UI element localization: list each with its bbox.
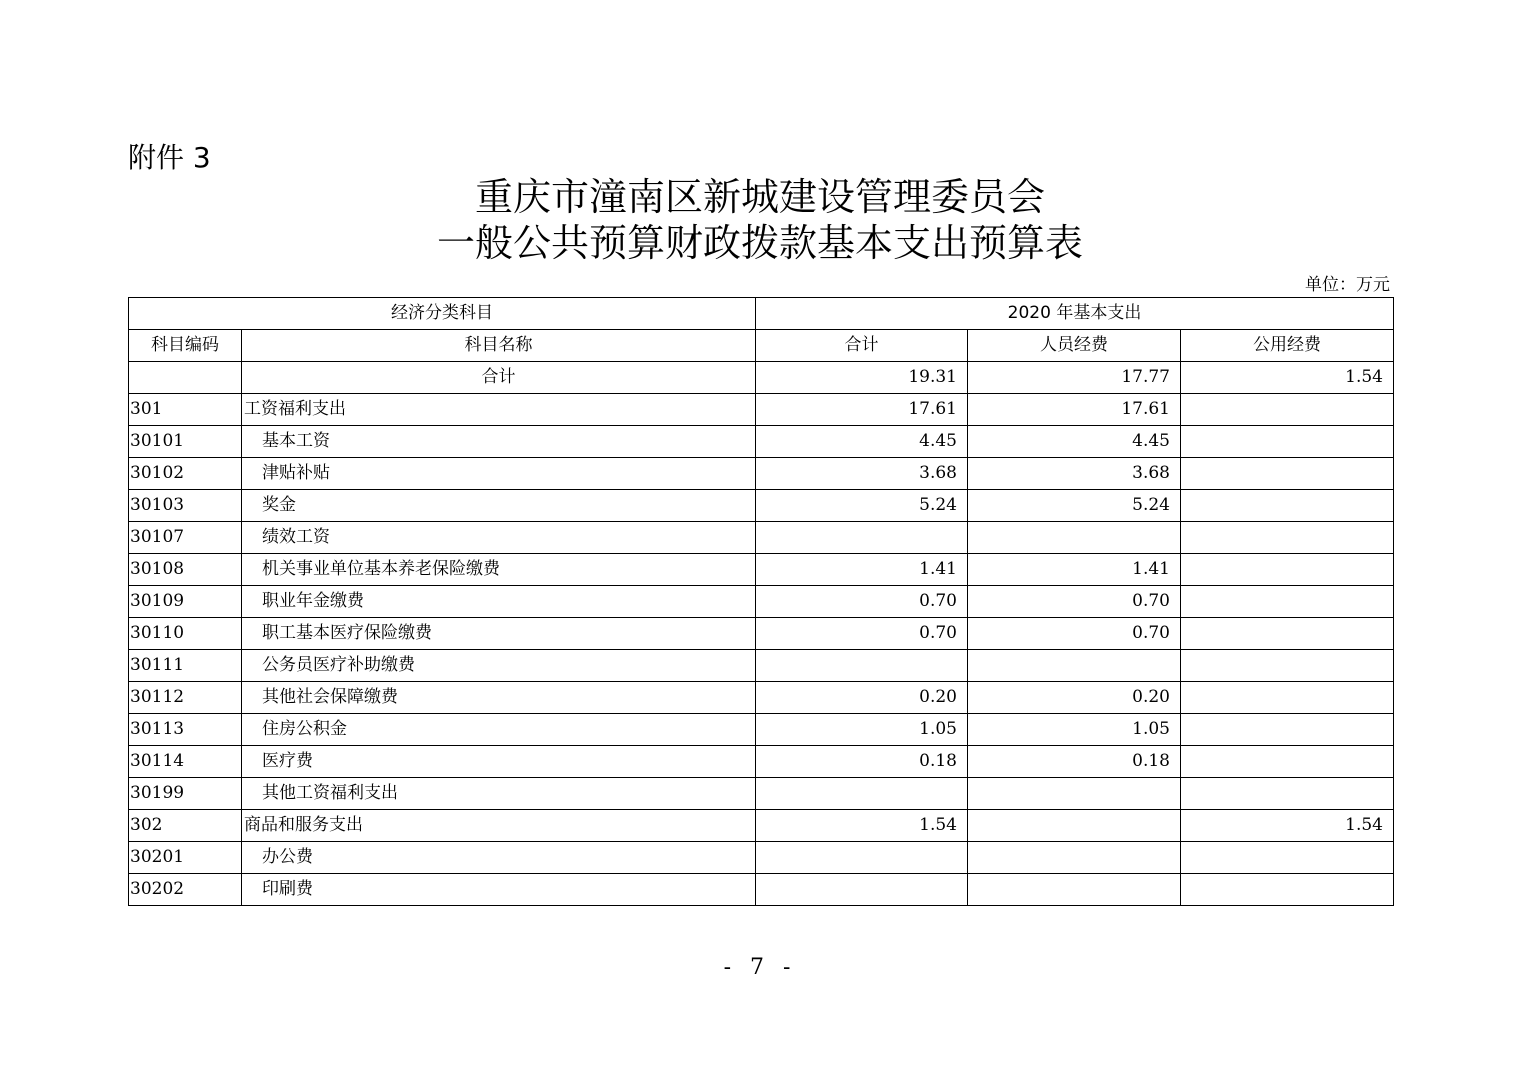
- row-public: [1181, 682, 1394, 714]
- row-personnel: [968, 522, 1181, 554]
- row-personnel: 0.18: [968, 746, 1181, 778]
- table-row: [129, 458, 1394, 490]
- budget-table: [128, 297, 1394, 906]
- row-name: 基本工资: [242, 426, 756, 458]
- row-name: 其他工资福利支出: [242, 778, 756, 810]
- row-code: 30110: [129, 618, 242, 650]
- row-public: [1181, 586, 1394, 618]
- row-total: [756, 874, 968, 906]
- row-total: 17.61: [756, 394, 968, 426]
- table-row: [129, 586, 1394, 618]
- row-total: 0.70: [756, 618, 968, 650]
- row-personnel: 1.05: [968, 714, 1181, 746]
- document-title-line2: 一般公共预算财政拨款基本支出预算表: [436, 221, 1083, 265]
- total-row-total: 19.31: [756, 362, 968, 394]
- row-code: 30101: [129, 426, 242, 458]
- row-public: [1181, 650, 1394, 682]
- row-public: [1181, 874, 1394, 906]
- document-title-line1: 重庆市潼南区新城建设管理委员会: [474, 175, 1045, 219]
- table-row: [129, 394, 1394, 426]
- table-row: [129, 426, 1394, 458]
- table-row: [129, 650, 1394, 682]
- table-row: [129, 682, 1394, 714]
- row-code: 30102: [129, 458, 242, 490]
- table-row: [129, 778, 1394, 810]
- row-public: [1181, 746, 1394, 778]
- row-total: [756, 842, 968, 874]
- row-total: 0.18: [756, 746, 968, 778]
- page-number: - 7 -: [723, 955, 797, 980]
- column-header-total: 合计: [756, 330, 968, 362]
- row-personnel: 3.68: [968, 458, 1181, 490]
- row-total: 1.54: [756, 810, 968, 842]
- row-public: [1181, 714, 1394, 746]
- row-code: 30114: [129, 746, 242, 778]
- row-personnel: 0.70: [968, 586, 1181, 618]
- row-name: 津贴补贴: [242, 458, 756, 490]
- row-name: 住房公积金: [242, 714, 756, 746]
- table-row: [129, 618, 1394, 650]
- row-public: [1181, 394, 1394, 426]
- row-public: [1181, 778, 1394, 810]
- row-code: 30111: [129, 650, 242, 682]
- row-code: 30112: [129, 682, 242, 714]
- group-header-2020-basic-expenditure: 2020 年基本支出: [756, 298, 1394, 330]
- table-row: [129, 746, 1394, 778]
- row-personnel: 17.61: [968, 394, 1181, 426]
- row-total: 0.20: [756, 682, 968, 714]
- row-name: 商品和服务支出: [242, 810, 756, 842]
- row-public: [1181, 490, 1394, 522]
- row-name: 印刷费: [242, 874, 756, 906]
- table-row: [129, 810, 1394, 842]
- row-total: [756, 522, 968, 554]
- row-code: 30199: [129, 778, 242, 810]
- row-code: 30103: [129, 490, 242, 522]
- row-name: 其他社会保障缴费: [242, 682, 756, 714]
- total-row-code: [129, 362, 242, 394]
- row-total: [756, 650, 968, 682]
- table-row: [129, 522, 1394, 554]
- row-personnel: [968, 778, 1181, 810]
- row-total: 3.68: [756, 458, 968, 490]
- row-total: 5.24: [756, 490, 968, 522]
- row-code: 30201: [129, 842, 242, 874]
- row-code: 30202: [129, 874, 242, 906]
- row-name: 工资福利支出: [242, 394, 756, 426]
- row-personnel: 1.41: [968, 554, 1181, 586]
- row-total: 1.41: [756, 554, 968, 586]
- row-code: 30108: [129, 554, 242, 586]
- row-public: 1.54: [1181, 810, 1394, 842]
- row-personnel: [968, 810, 1181, 842]
- attachment-label: 附件 3: [128, 141, 211, 174]
- row-code: 30109: [129, 586, 242, 618]
- row-public: [1181, 522, 1394, 554]
- total-row-personnel: 17.77: [968, 362, 1181, 394]
- total-row-public: 1.54: [1181, 362, 1394, 394]
- column-header-code: 科目编码: [129, 330, 242, 362]
- group-header-economic-classification: 经济分类科目: [129, 298, 756, 330]
- row-total: [756, 778, 968, 810]
- row-total: 4.45: [756, 426, 968, 458]
- row-name: 公务员医疗补助缴费: [242, 650, 756, 682]
- budget-table-body: [129, 298, 1394, 906]
- column-header-personnel: 人员经费: [968, 330, 1181, 362]
- column-header-public: 公用经费: [1181, 330, 1394, 362]
- row-name: 医疗费: [242, 746, 756, 778]
- row-public: [1181, 554, 1394, 586]
- unit-label: 单位：万元: [1305, 275, 1390, 295]
- column-header-row: [129, 330, 1394, 362]
- row-personnel: 4.45: [968, 426, 1181, 458]
- row-code: 30107: [129, 522, 242, 554]
- row-personnel: [968, 650, 1181, 682]
- table-row: [129, 554, 1394, 586]
- row-code: 302: [129, 810, 242, 842]
- total-row-name: 合计: [242, 362, 756, 394]
- row-public: [1181, 618, 1394, 650]
- table-row: [129, 714, 1394, 746]
- row-personnel: 5.24: [968, 490, 1181, 522]
- row-personnel: 0.20: [968, 682, 1181, 714]
- total-row: [129, 362, 1394, 394]
- group-header-row: [129, 298, 1394, 330]
- table-row: [129, 842, 1394, 874]
- row-name: 绩效工资: [242, 522, 756, 554]
- row-name: 职工基本医疗保险缴费: [242, 618, 756, 650]
- row-public: [1181, 842, 1394, 874]
- row-personnel: 0.70: [968, 618, 1181, 650]
- table-row: [129, 874, 1394, 906]
- row-code: 301: [129, 394, 242, 426]
- row-public: [1181, 426, 1394, 458]
- row-name: 机关事业单位基本养老保险缴费: [242, 554, 756, 586]
- row-name: 奖金: [242, 490, 756, 522]
- column-header-name: 科目名称: [242, 330, 756, 362]
- row-code: 30113: [129, 714, 242, 746]
- row-personnel: [968, 874, 1181, 906]
- table-row: [129, 490, 1394, 522]
- row-name: 职业年金缴费: [242, 586, 756, 618]
- row-total: 0.70: [756, 586, 968, 618]
- row-personnel: [968, 842, 1181, 874]
- row-public: [1181, 458, 1394, 490]
- row-name: 办公费: [242, 842, 756, 874]
- row-total: 1.05: [756, 714, 968, 746]
